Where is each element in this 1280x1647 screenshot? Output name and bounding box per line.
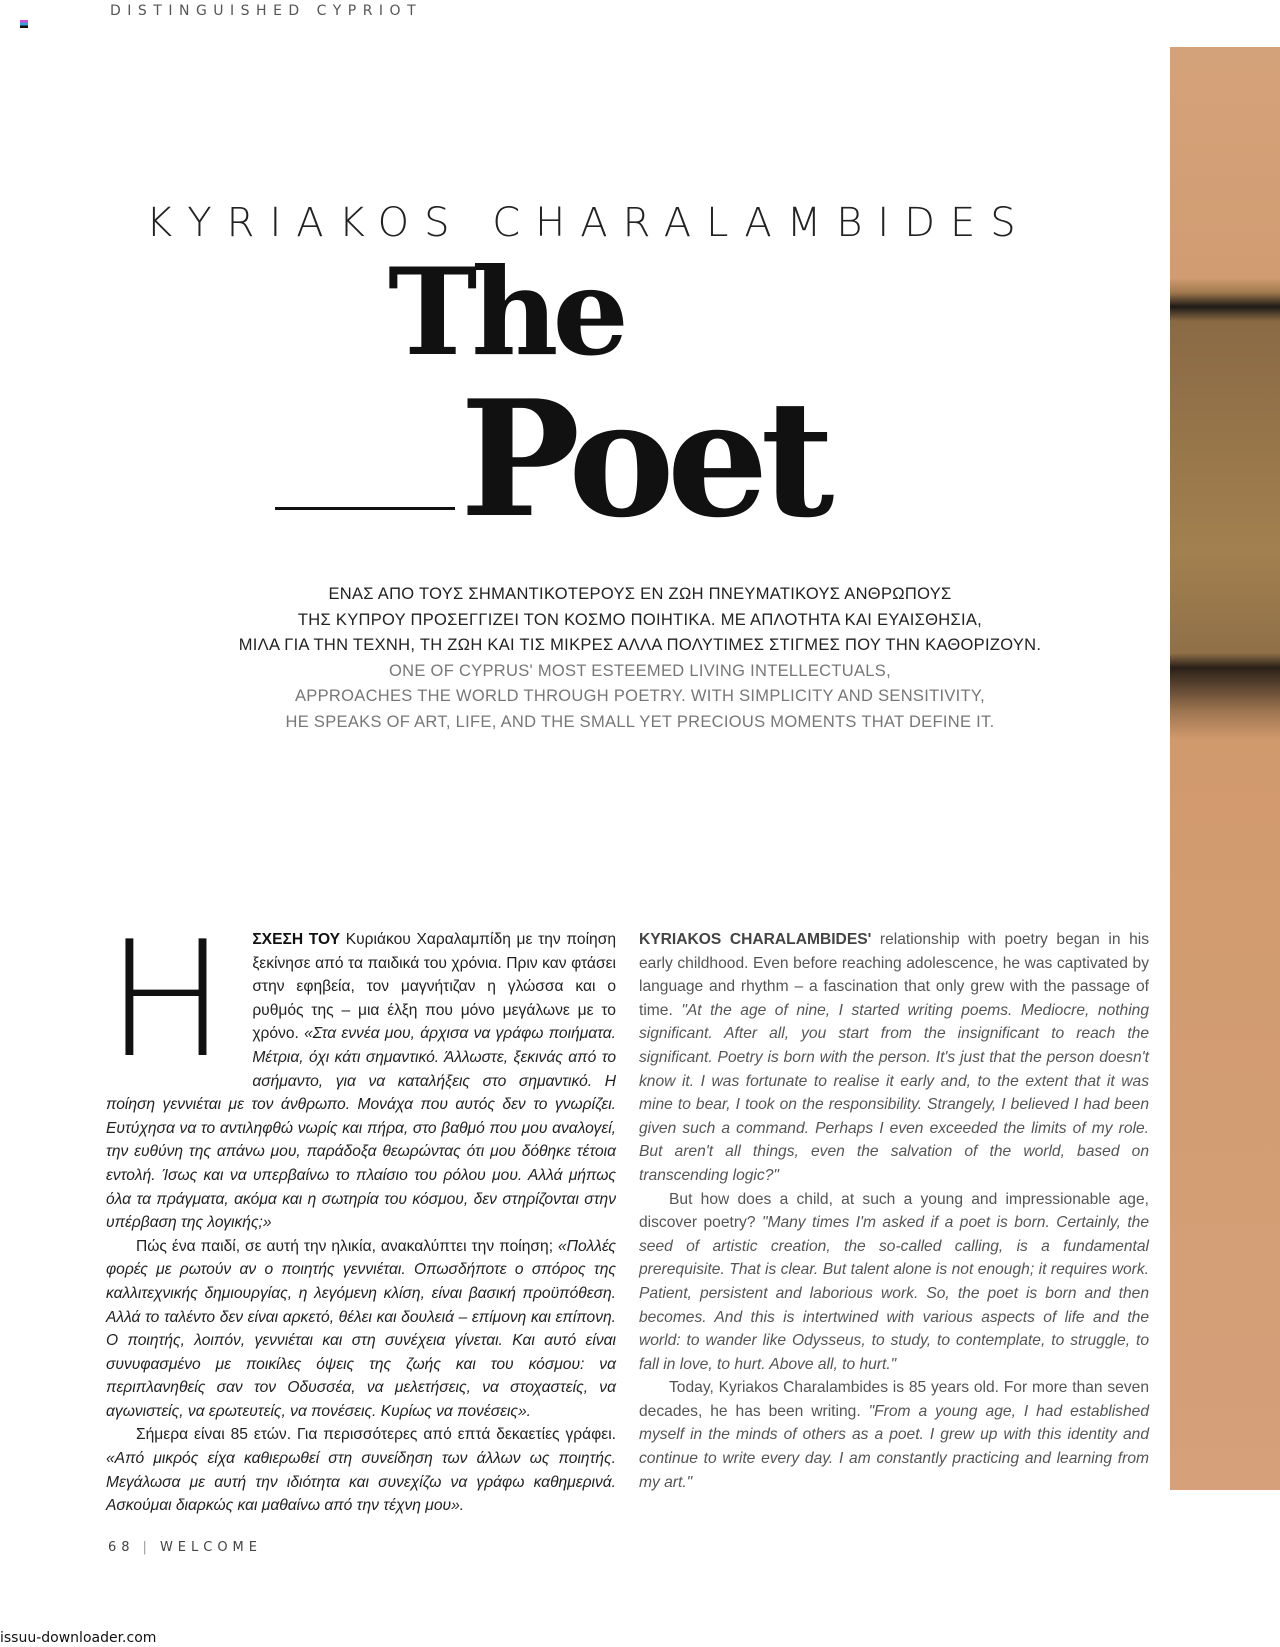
- paragraph: [106, 906, 616, 1235]
- standfirst-greek-line: ΤΗΣ ΚΥΠΡΟΥ ΠΡΟΣΕΓΓΙΖΕΙ ΤΟΝ ΚΟΣΜΟ ΠΟΙΗΤΙΚΑ. ΜΕ ΑΠΛΟΤΗΤΑ ΚΑΙ ΕΥΑΙΣΘΗΣΙΑ,: [297, 610, 983, 629]
- folio: [108, 1540, 262, 1556]
- quote: "From a young age, I had established myself in the minds of others as a poet. I grew up with this identity and continue to write every day. I am constantly practicing and learning from my art.": [639, 1402, 1149, 1491]
- standfirst-english-line: ONE OF CYPRUS' MOST ESTEEMED LIVING INTELLECTUALS,: [389, 661, 891, 680]
- quote: "Many times I'm asked if a poet is born. Certainly, the seed of artistic creation, the so-called calling, is a fundamental prerequisite. That is clear. But talent alone is not enough; it requires work. Patient, persistent and laborious work. So, the poet is born and then becomes. And this is intertwined with various aspects of life and the world: to wander like Odysseus, to study, to contemplate, to struggle, to fall in love, to hurt. Above all, to hurt.": [639, 1214, 1149, 1373]
- standfirst-greek-line: ΜΙΛΑ ΓΙΑ ΤΗΝ ΤΕΧΝΗ, ΤΗ ΖΩΗ ΚΑΙ ΤΙΣ ΜΙΚΡΕΣ ΑΛΛΑ ΠΟΛΥΤΙΜΕΣ ΣΤΙΓΜΕΣ ΠΟΥ ΤΗΝ ΚΑΘΟΡΙΖΟΥΝ.: [238, 636, 1042, 654]
- lead-in: KYRIAKOS CHARALAMBIDES': [639, 931, 872, 948]
- body-text: But how does a child, at such a young and impressionable age, discover poetry?: [639, 1190, 1149, 1232]
- paragraph: [639, 1188, 1149, 1377]
- standfirst-english-line: APPROACHES THE WORLD THROUGH POETRY. WITH SIMPLICITY AND SENSITIVITY,: [295, 687, 985, 705]
- paragraph: [106, 1423, 616, 1517]
- paragraph: [106, 1235, 616, 1424]
- page-number: 68: [108, 1540, 135, 1555]
- quote: "At the age of nine, I started writing poems. Mediocre, nothing significant. After all, you start from the insignificant to reach the significant. Poetry is born with the person. It's just that the person doesn't know it. I was fortunate to realise it early and, to the extent that it was mine to bear, I took on the responsibility. Strangely, I believed I had been given such a command. Perhaps I even exceeded the limits of my role. But aren't all things, even the salvation of the world, based on transcending logic?": [639, 1001, 1150, 1184]
- greek-article-column: [106, 906, 616, 1518]
- headline-rule: [275, 507, 455, 510]
- headline-poet: Poet: [460, 365, 827, 553]
- lead-in: ΣΧΕΣΗ ΤΟΥ: [252, 931, 341, 948]
- standfirst-english-line: HE SPEAKS OF ART, LIFE, AND THE SMALL YET PRECIOUS MOMENTS THAT DEFINE IT.: [285, 712, 995, 731]
- magazine-name: WELCOME: [159, 1540, 262, 1555]
- quote: «Από μικρός είχα καθιερωθεί στη συνείδηση των άλλων ως ποιητής. Μεγάλωσα με αυτή την ιδιότητα και συνεχίζω να γράφω καθημερινά. Ασκούμαι διαρκώς και μαθαίνω από την τέχνη μου».: [106, 1450, 616, 1515]
- body-text: relationship with poetry began in his early childhood. Even before reaching adolescence, he was captivated by language and rhythm – a fascination that only grew with the passage of time.: [639, 931, 1149, 1019]
- color-registration-mark: [20, 20, 28, 28]
- quote: «Στα εννέα μου, άρχισα να γράφω ποιήματα. Μέτρια, όχι κάτι σημαντικό. Άλλωστε, ξεκινάς από το ασήμαντο, για να καταλήξεις στο σημαντικό. Η ποίηση γεννιέται με τον άνθρωπο. Μονάχα που αυτός δεν το γνωρίζει. Ευτύχησα να το αντιληφθώ νωρίς και πήρα, στο βαθμό που μου αναλογεί, την ευθύνη της απάνω μου, παράδοξα θεωρώντας ότι μου δόθηκε τέτοια εντολή. Ίσως και να υπερβαίνω το πλαίσιο του ρόλου μου. Αλλά μήπως όλα τα πράγματα, ακόμα και η σωτηρία του κόσμου, δεν στηρίζονται στην υπέρβαση της λογικής;»: [106, 1025, 616, 1232]
- paragraph: [639, 928, 1149, 1188]
- quote: «Πολλές φορές με ρωτούν αν ο ποιητής γεννιέται. Οπωσδήποτε ο σπόρος της καλλιτεχνικής δημιουργίας, η λεγόμενη κλίση, είναι βασική προϋπόθεση. Αλλά το ταλέντο δεν είναι αρκετό, θέλει και δουλειά – επίμονη και επίπονη. Ο ποιητής, λοιπόν, γεννιέται και στη συνέχεια γίνεται. Και αυτό είναι συνυφασμένο με ποικίλες όψεις της ζωής και του κόσμου: να περιπλανηθείς σαν τον Οδυσσέα, να μελετήσεις, να στοχαστείς, να αγωνιστείς, να ερωτευτείς, να πονέσεις. Κυρίως να πονέσεις».: [106, 1237, 616, 1420]
- headline-the: The: [388, 242, 623, 383]
- body-text: Σήμερα είναι 85 ετών. Για περισσότερες από επτά δεκαετίες γράφει.: [136, 1426, 616, 1444]
- watermark: issuu-downloader.com: [0, 1630, 157, 1646]
- subject-name: KYRIAKOS CHARALAMBIDES: [146, 200, 1031, 246]
- standfirst-greek-line: ΕΝΑΣ ΑΠΟ ΤΟΥΣ ΣΗΜΑΝΤΙΚΟΤΕΡΟΥΣ ΕΝ ΖΩΗ ΠΝΕΥΜΑΤΙΚΟΥΣ ΑΝΘΡΩΠΟΥΣ: [328, 585, 952, 603]
- paragraph: [639, 1376, 1149, 1494]
- standfirst: [150, 582, 1130, 735]
- folio-separator: |: [142, 1540, 152, 1555]
- english-article-column: [639, 928, 1149, 1494]
- section-label: DISTINGUISHED CYPRIOT: [110, 3, 423, 19]
- body-text: Today, Kyriakos Charalambides is 85 years old. For more than seven decades, he has been writing.: [639, 1379, 1149, 1420]
- drop-cap: Η: [106, 906, 227, 1093]
- body-text: Κυριάκου Χαραλαμπίδη με την ποίηση ξεκίνησε από τα παιδικά του χρόνια. Πριν καν φτάσει στην εφηβεία, τον μαγνήτιζαν η γλώσσα και ο ρυθμός της – μια έλξη που μόνο μεγάλωνε με το χρόνο.: [252, 931, 616, 1043]
- body-text: Πώς ένα παιδί, σε αυτή την ηλικία, ανακαλύπτει την ποίηση;: [136, 1237, 558, 1255]
- photo-strip: [1170, 47, 1280, 1490]
